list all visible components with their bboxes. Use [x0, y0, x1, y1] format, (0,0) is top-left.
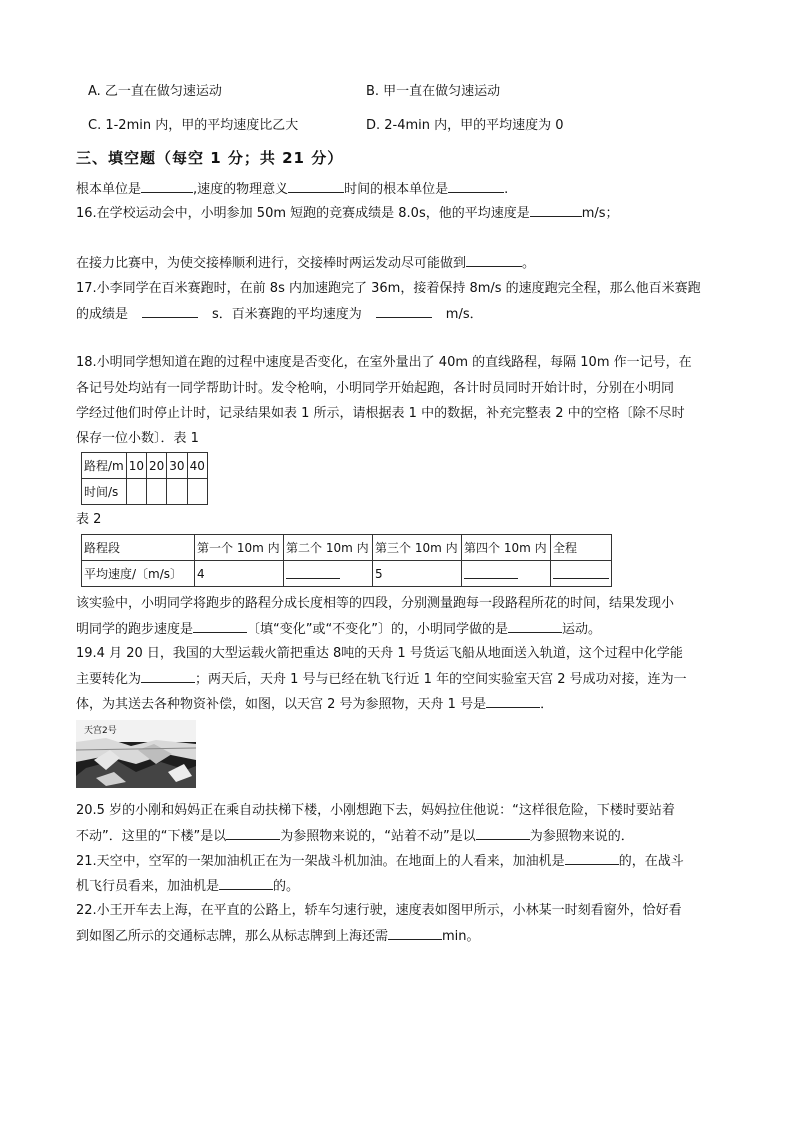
q20-blank-2[interactable]	[476, 827, 530, 840]
q18-line-2: 各记号处均站有一同学帮助计时。发令枪响，小明同学开始起跑，各计时员同时开始计时，分别在小明同	[76, 381, 675, 396]
q20-text-2: 为参照物来说的，“站着不动”是以	[280, 829, 476, 844]
table-2-header: 第四个 10m 内	[462, 535, 551, 561]
table-2-row-label: 平均速度/〔m/s〕	[82, 561, 195, 587]
q21-text-4: 的。	[273, 879, 300, 894]
q15-text-2: ,速度的物理意义	[193, 182, 289, 197]
table-2-header-row	[82, 535, 612, 561]
blank-line	[464, 565, 518, 579]
table-2-header: 第三个 10m 内	[373, 535, 462, 561]
q19-text-4: ．	[540, 697, 554, 712]
option-c: C. 1-2min 内，甲的平均速度比乙大	[88, 118, 299, 133]
q16-text-1: 16.在学校运动会中，小明参加 50m 短跑的竞赛成绩是 8.0s，他的平均速度是	[76, 206, 530, 221]
q18-after-text-2: 〔填“变化”或“不变化”〕的，小明同学做的是	[247, 622, 508, 637]
table-2-header: 路程段	[82, 535, 195, 561]
photo-caption: 天宫2号	[84, 726, 117, 736]
table-2	[81, 534, 612, 587]
table-1-cell[interactable]	[126, 479, 146, 505]
q17-blank-2[interactable]	[376, 305, 432, 318]
q18-after-text-1: 明同学的跑步速度是	[76, 622, 194, 637]
q18-line-1: 18.小明同学想知道在跑的过程中速度是否变化，在室外量出了 40m 的直线路程，每隔 10m 作一记号，在	[76, 355, 692, 370]
q16-blank-1[interactable]	[530, 204, 582, 217]
table-2-header: 第二个 10m 内	[284, 535, 373, 561]
blank-line	[286, 565, 340, 579]
q15-blank-1[interactable]	[141, 180, 193, 193]
table-2-cell: 4	[195, 561, 284, 587]
table-2-cell-blank[interactable]	[551, 561, 612, 587]
q21-text-3: 机飞行员看来，加油机是	[76, 879, 220, 894]
q15-line	[76, 180, 508, 199]
q17-text-2: s．百米赛跑的平均速度为	[212, 307, 362, 322]
q21-line-1	[76, 852, 684, 871]
q20-text-1: 不动”．这里的“下楼”是以	[76, 829, 227, 844]
q16-line-2	[76, 254, 535, 273]
q15-blank-3[interactable]	[448, 180, 504, 193]
q15-text-3: 时间的根本单位是	[344, 182, 449, 197]
q20-blank-1[interactable]	[226, 827, 280, 840]
q18-blank-2[interactable]	[508, 620, 562, 633]
table-1	[81, 452, 208, 505]
q18-after-text-3: 运动。	[561, 622, 601, 637]
q16-blank-2[interactable]	[466, 254, 522, 267]
q18-line-3: 学经过他们时停止计时，记录结果如表 1 所示，请根据表 1 中的数据，补充完整表 2 中的空格〔除不尽时	[76, 406, 685, 421]
q15-blank-2[interactable]	[288, 180, 344, 193]
q19-text-1: 主要转化为	[76, 672, 142, 687]
q20-line-1: 20.5 岁的小刚和妈妈正在乘自动扶梯下楼，小刚想跑下去，妈妈拉住他说：“这样很危险，下楼时要站着	[76, 803, 675, 818]
option-a: A. 乙一直在做匀速运动	[88, 84, 222, 99]
q21-text-1: 21.天空中，空军的一架加油机正在为一架战斗机加油。在地面上的人看来，加油机是	[76, 854, 565, 869]
q21-blank-1[interactable]	[565, 852, 619, 865]
table-1-cell[interactable]	[147, 479, 167, 505]
tiangong-photo	[76, 720, 196, 788]
q21-line-2	[76, 877, 299, 896]
table-1-cell: 时间/s	[82, 479, 127, 505]
q19-blank-1[interactable]	[141, 670, 195, 683]
q19-blank-2[interactable]	[486, 695, 540, 708]
q16-text-3: 在接力比赛中，为使交接棒顺利进行，交接棒时两运发动尽可能做到	[76, 256, 467, 271]
q20-line-2	[76, 827, 634, 846]
table-1-row	[82, 453, 208, 479]
q21-text-2: 的，在战斗	[618, 854, 684, 869]
q19-line-3	[76, 695, 553, 714]
q20-text-3: 为参照物来说的．	[529, 829, 634, 844]
q19-line-1: 19.4 月 20 日，我国的大型运载火箭把重达 8吨的天舟 1 号货运飞船从地面送入轨道，这个过程中化学能	[76, 646, 683, 661]
q18-after-1: 该实验中，小明同学将跑步的路程分成长度相等的四段，分别测量跑每一段路程所花的时间，结果发现小	[76, 596, 675, 611]
q19-line-2	[76, 670, 687, 689]
table-1-cell[interactable]	[167, 479, 187, 505]
q22-text-2: min。	[442, 929, 480, 944]
table-2-header: 全程	[551, 535, 612, 561]
q18-blank-1[interactable]	[193, 620, 247, 633]
option-d: D. 2-4min 内，甲的平均速度为 0	[366, 118, 564, 133]
q15-text-4: .	[504, 182, 509, 197]
blank-line	[553, 565, 609, 579]
option-b: B. 甲一直在做匀速运动	[366, 84, 501, 99]
q22-line-1: 22.小王开车去上海，在平直的公路上，轿车匀速行驶，速度表如图甲所示，小林某一时刻看窗外，恰好看	[76, 903, 682, 918]
table-1-row	[82, 479, 208, 505]
q17-line-2	[76, 305, 483, 324]
table-2-label: 表 2	[76, 512, 102, 527]
q22-blank-1[interactable]	[388, 927, 442, 940]
q16-text-2: m/s；	[581, 206, 619, 221]
q17-blank-1[interactable]	[142, 305, 198, 318]
table-1-cell: 30	[167, 453, 187, 479]
table-1-cell: 10	[126, 453, 146, 479]
q16-text-4: 。	[522, 256, 536, 271]
q18-line-4: 保存一位小数〕．表 1	[76, 431, 199, 446]
q16-line-1	[76, 204, 619, 223]
table-2-cell-blank[interactable]	[284, 561, 373, 587]
table-2-row	[82, 561, 612, 587]
q22-text-1: 到如图乙所示的交通标志牌，那么从标志牌到上海还需	[76, 929, 389, 944]
table-2-cell: 5	[373, 561, 462, 587]
table-1-cell[interactable]	[187, 479, 207, 505]
table-1-cell: 20	[147, 453, 167, 479]
q17-line-1: 17.小李同学在百米赛跑时，在前 8s 内加速跑完了 36m，接着保持 8m/s 的速度跑完全程，那么他百米赛跑	[76, 281, 701, 296]
table-1-cell: 40	[187, 453, 207, 479]
q17-text-3: m/s．	[445, 307, 483, 322]
table-2-header: 第一个 10m 内	[195, 535, 284, 561]
table-2-cell-blank[interactable]	[462, 561, 551, 587]
q15-text-1: 根本单位是	[76, 182, 142, 197]
q18-after-2	[76, 620, 601, 639]
table-1-cell: 路程/m	[82, 453, 127, 479]
q19-text-3: 体，为其送去各种物资补偿，如图，以天宫 2 号为参照物，天舟 1 号是	[76, 697, 487, 712]
q22-line-2	[76, 927, 480, 946]
q19-text-2: ；两天后，天舟 1 号与已经在轨飞行近 1 年的空间实验室天宫 2 号成功对接，连为一	[195, 672, 687, 687]
section-title: 三、填空题（每空 1 分；共 21 分）	[76, 149, 344, 167]
q17-text-1: 的成绩是	[76, 307, 129, 322]
q21-blank-2[interactable]	[219, 877, 273, 890]
